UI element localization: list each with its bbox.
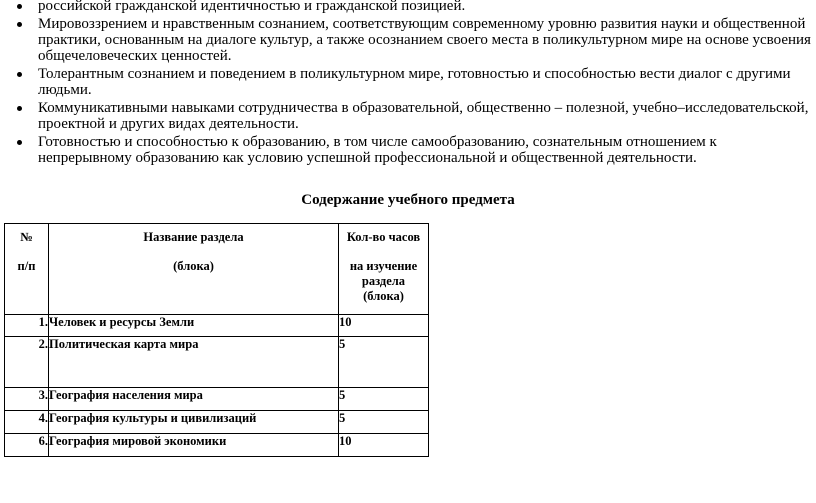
cell-hours: 10 — [339, 434, 429, 457]
header-number-line1: № — [20, 230, 33, 244]
list-item — [0, 100, 816, 132]
list-item — [0, 66, 816, 98]
list-item-text: российской гражданской идентичностью и гражданской позицией. — [38, 0, 466, 14]
cell-name: Человек и ресурсы Земли — [49, 315, 339, 337]
header-hours-line1: Кол-во часов — [346, 230, 421, 244]
column-header-name — [49, 224, 339, 315]
list-item — [0, 134, 816, 166]
cell-hours: 5 — [339, 388, 429, 411]
list-item-text: Готовностью и способностью к образованию, в том числе самообразованию, сознательным отношением к непрерывному образованию как условию успешной профессиональной и общественной деятельности. — [38, 134, 717, 166]
section-title: Содержание учебного предмета — [301, 192, 515, 208]
bullet-list — [0, 0, 816, 166]
header-hours-line3: раздела — [361, 274, 406, 288]
table-row — [5, 411, 429, 434]
bullet-icon — [17, 4, 22, 9]
column-header-number — [5, 224, 49, 315]
list-item-text: Толерантным сознанием и поведением в поликультурном мире, готовностью и способностью вести диалог с другими людьми. — [38, 66, 791, 98]
header-hours-line4: (блока) — [363, 289, 404, 303]
list-item-text: Коммуникативными навыками сотрудничества в образовательной, общественно – полезной, учебно–исследовательской, проектной и других видах деятельности. — [38, 100, 809, 132]
cell-number: 4. — [5, 411, 49, 434]
table-row — [5, 315, 429, 337]
list-item-text: Мировоззрением и нравственным сознанием, соответствующим современному уровню развития науки и общественной практики, основанным на диалоге культур, а также осознанием своего места в поликультурном мире на основе усвоения общечеловеческих ценностей. — [38, 16, 811, 64]
content-table — [4, 223, 429, 457]
header-hours-line2: на изучение — [349, 259, 418, 273]
cell-name: География мировой экономики — [49, 434, 339, 457]
cell-number: 6. — [5, 434, 49, 457]
header-name-line2: (блока) — [173, 259, 214, 273]
bullet-icon — [17, 22, 22, 27]
column-header-hours — [339, 224, 429, 315]
header-name-line1: Название раздела — [143, 230, 244, 244]
list-item — [0, 0, 816, 14]
cell-hours: 5 — [339, 337, 429, 388]
table-row — [5, 434, 429, 457]
cell-name: Политическая карта мира — [49, 337, 339, 388]
header-number-line2: п/п — [17, 259, 36, 273]
bullet-icon — [17, 140, 22, 145]
table-row — [5, 337, 429, 388]
bullet-icon — [17, 106, 22, 111]
bullet-icon — [17, 72, 22, 77]
list-item — [0, 16, 816, 64]
cell-number: 2. — [5, 337, 49, 388]
cell-number: 1. — [5, 315, 49, 337]
table-row — [5, 388, 429, 411]
cell-hours: 10 — [339, 315, 429, 337]
table-header-row — [5, 224, 429, 315]
cell-hours: 5 — [339, 411, 429, 434]
cell-number: 3. — [5, 388, 49, 411]
cell-name: География культуры и цивилизаций — [49, 411, 339, 434]
cell-name: География населения мира — [49, 388, 339, 411]
